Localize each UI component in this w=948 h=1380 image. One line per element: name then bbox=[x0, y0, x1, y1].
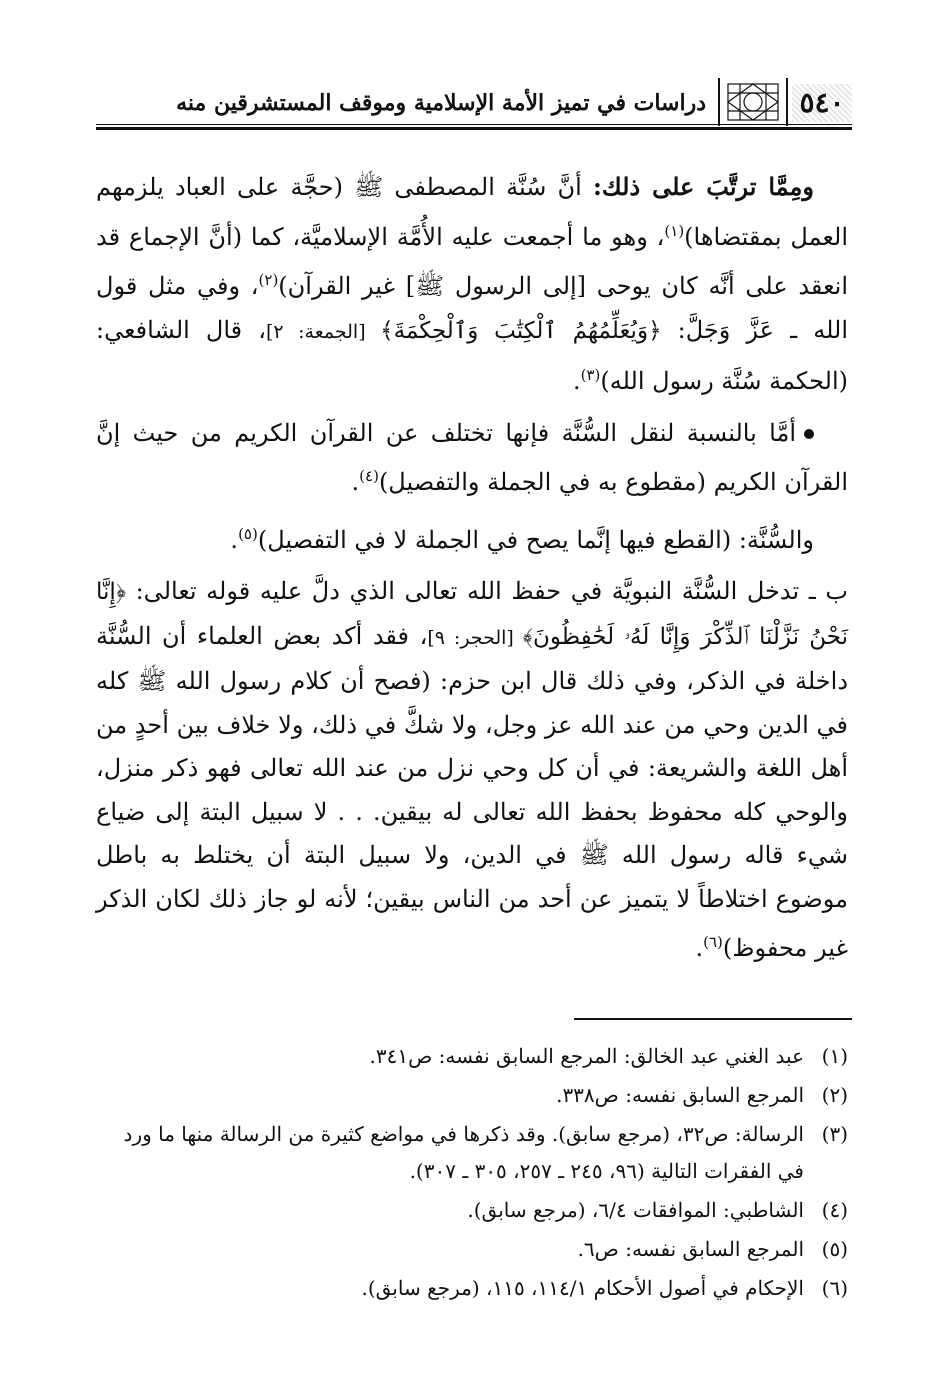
paragraph-text: والسُّنَّة: (القطع فيها إنَّما يصح في الجملة لا في التفصيل) bbox=[257, 525, 814, 554]
running-title: دراسات في تميز الأمة الإسلامية وموقف المستشرقين منه bbox=[176, 90, 706, 116]
footnote-text: المرجع السابق نفسه: ص٦. bbox=[577, 1237, 804, 1261]
footnote-ref: (٣) bbox=[580, 366, 601, 384]
paragraph-text: ، وهو ما أجمعت عليه الأُمَّة الإسلاميَّة، كما (أنَّ الإجماع قد انعقد على أنَّه كان يوحى [إلى الرسول ﷺ] غير القرآن) bbox=[96, 222, 849, 300]
paragraph-end: . bbox=[572, 367, 581, 395]
footnote-number: (٦) bbox=[821, 1276, 848, 1300]
footnote-number: (٢) bbox=[821, 1083, 848, 1107]
footnote-item bbox=[96, 1231, 848, 1268]
bullet-icon bbox=[804, 429, 814, 439]
footnote-item bbox=[96, 1116, 848, 1190]
footnote-text: الرسالة: ص٣٢، (مرجع سابق). وقد ذكرها في مواضع كثيرة من الرسالة منها ما ورد في الفقرات التالية (٩٦، ٢٤٥ ـ ٢٥٧، ٣٠٥ ـ ٣٠٧). bbox=[123, 1122, 804, 1183]
main-text bbox=[96, 165, 848, 971]
footnote-item bbox=[96, 1038, 848, 1075]
footnote-text: الشاطبي: الموافقات ٦/٤، (مرجع سابق). bbox=[467, 1198, 804, 1222]
footnotes bbox=[96, 1038, 848, 1309]
footnote-text: الإحكام في أصول الأحكام ١١٤/١، ١١٥، (مرجع سابق). bbox=[361, 1276, 804, 1300]
footnote-item bbox=[96, 1192, 848, 1229]
footnote-item bbox=[96, 1270, 848, 1307]
paragraph-text: ، قال الشافعي: (الحكمة سُنَّة رسول الله) bbox=[96, 315, 848, 395]
quran-verse: ﴿إِنَّا نَحْنُ نَزَّلْنَا ٱلذِّكْرَ وَإِنَّا لَهُۥ لَحَٰفِظُونَ﴾ bbox=[96, 579, 848, 650]
paragraph-4 bbox=[96, 570, 848, 971]
footnote-ref: (٦) bbox=[703, 933, 723, 951]
footnote-number: (٥) bbox=[821, 1237, 848, 1261]
paragraph-2 bbox=[96, 412, 848, 505]
paragraph-1 bbox=[96, 165, 848, 404]
footnote-item bbox=[96, 1077, 848, 1114]
footnote-number: (٤) bbox=[821, 1198, 848, 1222]
paragraph-end: . bbox=[695, 934, 704, 962]
header-rule-thin bbox=[96, 124, 852, 125]
paragraph-end: . bbox=[351, 468, 360, 496]
header-ornament-icon bbox=[718, 78, 788, 126]
paragraph-text: ، وفي مثل قول الله ـ عَزَّ وَجَلَّ: bbox=[96, 272, 848, 344]
footnote-ref: (١) bbox=[664, 221, 685, 240]
footnote-text: عبد الغني عبد الخالق: المرجع السابق نفسه: ص٣٤١. bbox=[369, 1044, 804, 1068]
paragraph-lead: ومِمَّا ترتَّبَ على ذلك: bbox=[593, 172, 814, 201]
quran-verse: ﴿وَيُعَلِّمُهُمُ ٱلْكِتَٰبَ وَٱلْحِكْمَةَ﴾ bbox=[380, 317, 662, 344]
footnote-text: المرجع السابق نفسه: ص٣٣٨. bbox=[556, 1083, 804, 1107]
ornament-pattern-icon bbox=[720, 78, 786, 126]
verse-citation: [الجمعة: ٢] bbox=[266, 320, 381, 343]
footnote-divider bbox=[574, 1018, 852, 1020]
footnote-number: (٣) bbox=[821, 1122, 848, 1146]
paragraph-text: ب ـ تدخل السُّنَّة النبويَّة في حفظ الله تعالى الذي دلَّ عليه قوله تعالى: bbox=[126, 577, 848, 605]
paragraph-text: ، فقد أكد بعض العلماء أن السُّنَّة داخلة في الذكر، وفي ذلك قال ابن حزم: (فصح أن كلام رسول الله ﷺ كله في الدين وحي من عند الله عز وجل، ولا شكَّ في ذلك، ولا خلاف بين أحدٍ من أهل اللغة والشريعة: في أن كل وحي نزل من عند الله تعالى فهو ذكر منزل، والوحي كله محفوظ بحفظ الله تعالى له بيقين. . . لا سبيل البتة إلى ضياع شيء قاله رسول الله ﷺ في الدين، ولا سبيل البتة أن يختلط به باطل موضوع اختلاطاً لا يتميز عن أحد من الناس بيقين؛ لأنه لو جاز ذلك لكان الذكر غير محفوظ) bbox=[96, 621, 848, 962]
paragraph-text: أمَّا بالنسبة لنقل السُّنَّة فإنها تختلف عن القرآن الكريم من حيث إنَّ القرآن الكريم (مقطوع به في الجملة والتفصيل) bbox=[96, 418, 848, 496]
paragraph-text: أنَّ سُنَّة المصطفى ﷺ (حجَّة على العباد يلزمهم العمل بمقتضاها) bbox=[96, 173, 849, 251]
footnote-ref: (٥) bbox=[238, 524, 258, 543]
paragraph-3 bbox=[96, 513, 848, 563]
footnote-ref: (٢) bbox=[258, 271, 279, 289]
page-header bbox=[96, 76, 852, 130]
verse-citation: [الحجر: ٩] bbox=[427, 626, 523, 649]
header-rule bbox=[96, 127, 852, 130]
footnote-ref: (٤) bbox=[359, 467, 379, 485]
footnote-number: (١) bbox=[821, 1044, 848, 1068]
paragraph-end: . bbox=[230, 525, 239, 554]
page-number: ٥٤٠ bbox=[792, 84, 852, 122]
